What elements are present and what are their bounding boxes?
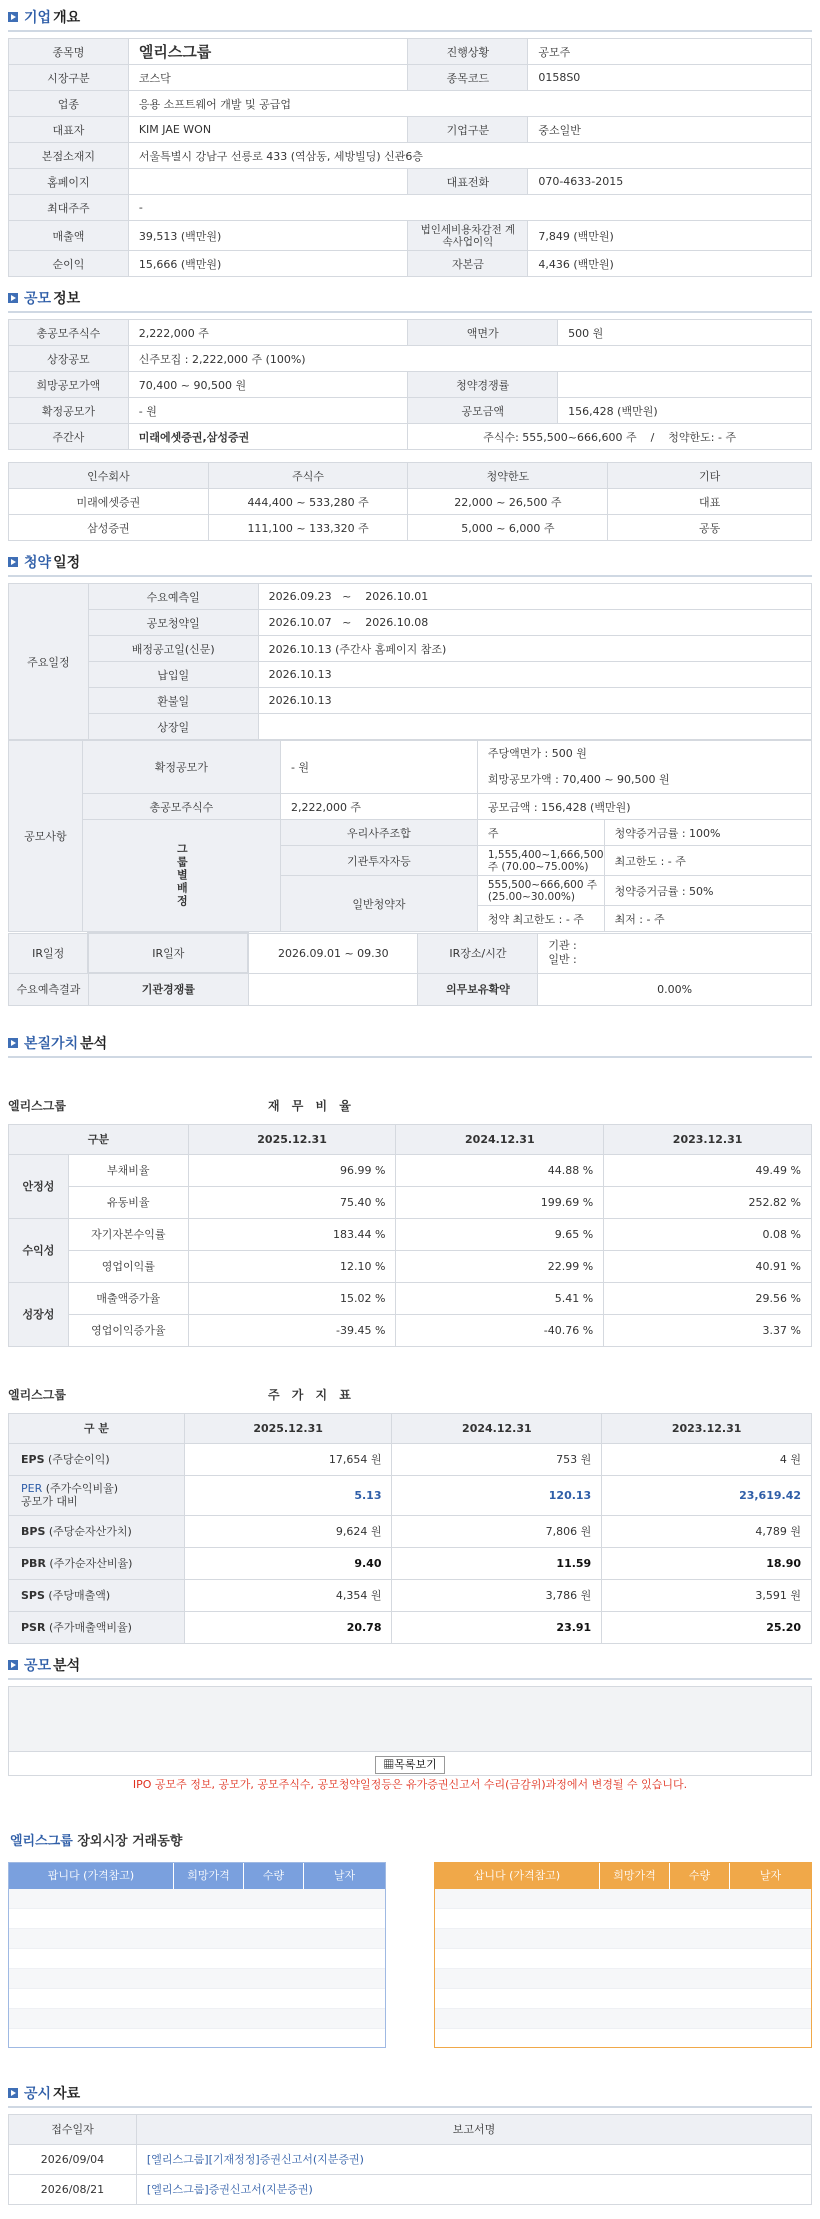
bullet-icon: [8, 1038, 18, 1048]
table-row: 순이익 15,666 (백만원) 자본금 4,436 (백만원): [9, 251, 812, 277]
fin-ratio-table: [8, 1124, 812, 1347]
table-row: 접수일자 보고서명: [9, 2114, 812, 2144]
table-row: EPS (주당순이익) 17,654 원 753 원 4 원: [9, 1443, 812, 1475]
bullet-icon: [8, 1660, 18, 1670]
disclosure-table: [8, 2114, 812, 2205]
table-row: 인수회사 주식수 청약한도 기타: [9, 463, 812, 489]
table-row: 배정공고일(신문) 2026.10.13 (주간사 홈페이지 참조): [9, 636, 812, 662]
bullet-icon: [8, 12, 18, 22]
disclosure-link[interactable]: [엘리스그룹][기재정정]증권신고서(지분증권): [146, 2153, 364, 2166]
table-row: 본점소재지 서울특별시 강남구 선릉로 433 (역삼동, 세방빌딩) 신관6층: [9, 143, 812, 169]
table-row: 2026/08/21 [엘리스그룹]증권신고서(지분증권): [9, 2174, 812, 2204]
table-row: 상장일: [9, 714, 812, 740]
table-row: 대표자 KIM JAE WON 기업구분 중소일반: [9, 117, 812, 143]
ipo-notice: IPO 공모주 정보, 공모가, 공모주식수, 공모청약일정등은 유가증권신고서 수리(금감위)과정에서 변경될 수 있습니다.: [132, 1777, 688, 1791]
table-row: 성장성 매출액증가율 15.02 % 5.41 % 29.56 %: [9, 1282, 812, 1314]
section-title-offering: 공모 정보: [0, 285, 820, 311]
table-row: 주요일정 수요예측일 2026.09.23 ~ 2026.10.01: [9, 584, 812, 610]
table-row: 납입일 2026.10.13: [9, 662, 812, 688]
table-row: 유동비율 75.40 % 199.69 % 252.82 %: [9, 1186, 812, 1218]
bullet-icon: [8, 2088, 18, 2098]
section-title-schedule: 청약 일정: [0, 549, 820, 575]
table-row: 구 분 2025.12.31 2024.12.31 2023.12.31: [9, 1413, 812, 1443]
section-title-overview: 기업 개요: [0, 4, 820, 30]
table-row: PSR (주가매출액비율) 20.78 23.91 25.20: [9, 1611, 812, 1643]
table-row: 업종 응용 소프트웨어 개발 및 공급업: [9, 91, 812, 117]
table-row: PBR (주가순자산비율) 9.40 11.59 18.90: [9, 1547, 812, 1579]
table-row: 안정성 부채비율 96.99 % 44.88 % 49.49 %: [9, 1154, 812, 1186]
disclosure-link[interactable]: [엘리스그룹]증권신고서(지분증권): [146, 2183, 313, 2196]
schedule-table: [8, 583, 812, 740]
table-row: 공모사항 확정공모가 - 원 주당액면가 : 500 원 희망공모가액 : 70,400 ~ 90,500 원: [9, 741, 812, 794]
table-row: 홈페이지 대표전화 070-4633-2015: [9, 169, 812, 195]
table-row: IR일정 IR일자 2026.09.01 ~ 09.30 IR장소/시간 기관 : 일반 :: [9, 933, 812, 973]
table-row: 확정공모가 - 원 공모금액 156,428 (백만원): [9, 398, 812, 424]
table-row: 수익성 자기자본수익률 183.44 % 9.65 % 0.08 %: [9, 1218, 812, 1250]
table-row: 미래에셋증권 444,400 ~ 533,280 주 22,000 ~ 26,500 주 대표: [9, 489, 812, 515]
table-row: 환불일 2026.10.13: [9, 688, 812, 714]
table-row: 그룹별배정 우리사주조합 주 청약증거금률 : 100%: [9, 820, 812, 846]
bullet-icon: [8, 557, 18, 567]
offer-details-table: [8, 740, 812, 932]
table-row: 영업이익률 12.10 % 22.99 % 40.91 %: [9, 1250, 812, 1282]
section-title-valuation: 본질가치 분석: [0, 1030, 820, 1056]
table-row: 희망공모가액 70,400 ~ 90,500 원 청약경쟁률: [9, 372, 812, 398]
table-row: 청약 최고한도 : - 주 최저 : - 주: [9, 906, 812, 932]
section-title-ipo-analysis: 공모 분석: [0, 1652, 820, 1678]
offering-table: [8, 319, 812, 450]
company-name: 엘리스그룹: [128, 39, 408, 65]
overview-table: [8, 38, 812, 277]
ipo-analysis-box: [8, 1686, 812, 1752]
underwriters-table: [8, 462, 812, 541]
table-row: BPS (주당순자산가치) 9,624 원 7,806 원 4,789 원: [9, 1515, 812, 1547]
table-row: 영업이익증가율 -39.45 % -40.76 % 3.37 %: [9, 1314, 812, 1346]
table-row: 시장구분 코스닥 종목코드 0158S0: [9, 65, 812, 91]
table-row: 상장공모 신주모집 : 2,222,000 주 (100%): [9, 346, 812, 372]
table-row: SPS (주당매출액) 4,354 원 3,786 원 3,591 원: [9, 1579, 812, 1611]
table-row: 총공모주식수 2,222,000 주 액면가 500 원: [9, 320, 812, 346]
otc-sell-box: 팝니다 (가격참고) 희망가격 수량 날자: [8, 1862, 386, 2048]
stock-index-table: [8, 1413, 812, 1644]
table-row: 공모청약일 2026.10.07 ~ 2026.10.08: [9, 610, 812, 636]
list-icon: ▦: [383, 1758, 395, 1771]
table-row: PER (주가수익비율) 공모가 대비 5.13 120.13 23,619.42: [9, 1475, 812, 1515]
ir-table: [8, 932, 812, 1006]
table-row: 매출액 39,513 (백만원) 법인세비용차감전 계속사업이익 7,849 (백만원): [9, 221, 812, 251]
table-row: 주간사 미래에셋증권,삼성증권 주식수: 555,500~666,600 주 / 청약한도: - 주: [9, 424, 812, 450]
section-title-disclosure: 공시 자료: [0, 2080, 820, 2106]
table-row: 최대주주 -: [9, 195, 812, 221]
table-row: 2026/09/04 [엘리스그룹][기재정정]증권신고서(지분증권): [9, 2144, 812, 2174]
bullet-icon: [8, 293, 18, 303]
homepage-link[interactable]: [128, 169, 408, 195]
otc-buy-box: 삽니다 (가격참고) 희망가격 수량 날자: [434, 1862, 812, 2048]
table-row: 종목명 엘리스그룹 진행상황 공모주: [9, 39, 812, 65]
list-view-button[interactable]: ▦목록보기: [375, 1756, 445, 1774]
table-row: 일반청약자 555,500~666,600 주 (25.00~30.00%) 청약증거금률 : 50%: [9, 876, 812, 906]
table-row: 수요예측결과 기관경쟁률 의무보유확약 0.00%: [9, 973, 812, 1005]
table-row: 기관투자자등 1,555,400~1,666,500 주 (70.00~75.00%) 최고한도 : - 주: [9, 846, 812, 876]
table-row: 총공모주식수 2,222,000 주 공모금액 : 156,428 (백만원): [9, 794, 812, 820]
table-row: 삼성증권 111,100 ~ 133,320 주 5,000 ~ 6,000 주 공동: [9, 515, 812, 541]
otc-title: 엘리스그룹 장외시장 거래동향: [10, 1833, 183, 1849]
table-row: 구분 2025.12.31 2024.12.31 2023.12.31: [9, 1124, 812, 1154]
stock-index-title: 엘리스그룹 주 가 지 표: [8, 1388, 355, 1402]
fin-ratio-title: 엘리스그룹 재 무 비 율: [8, 1099, 355, 1113]
